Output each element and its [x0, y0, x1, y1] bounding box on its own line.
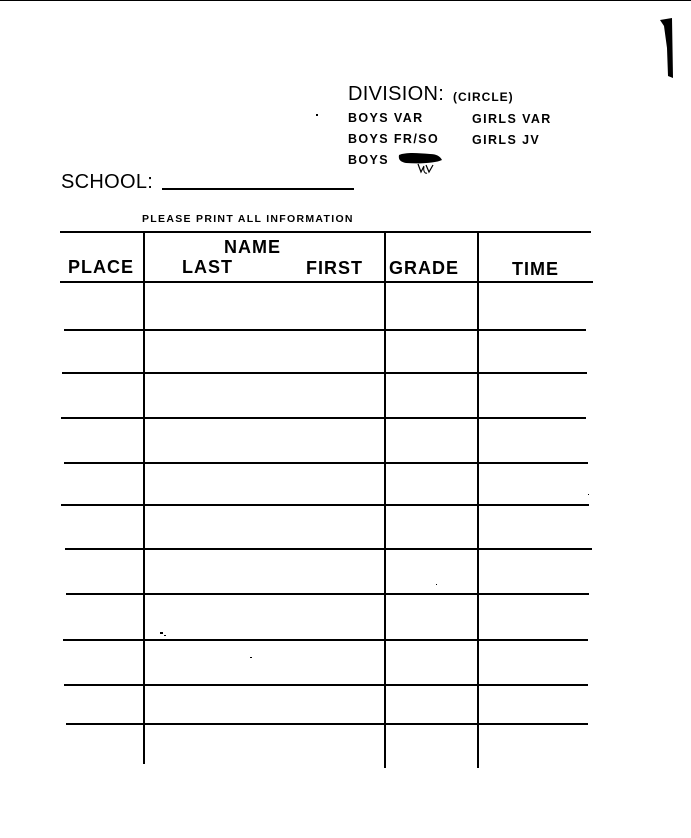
- school-name-line[interactable]: [162, 188, 354, 190]
- header-grade: GRADE: [389, 258, 460, 278]
- entry-row[interactable]: [60, 550, 590, 592]
- table-top-line: [60, 231, 591, 233]
- division-instruction: (CIRCLE): [453, 90, 514, 104]
- entry-row[interactable]: [60, 331, 590, 371]
- option-boys-other[interactable]: BOYS: [348, 153, 390, 167]
- entry-row[interactable]: [60, 283, 590, 328]
- entry-row[interactable]: [60, 506, 590, 547]
- entry-row[interactable]: [60, 725, 590, 763]
- header-place: PLACE: [68, 257, 135, 277]
- entry-row[interactable]: [60, 374, 590, 416]
- option-girls-var[interactable]: GIRLS VAR: [472, 112, 552, 126]
- header-time: TIME: [512, 259, 559, 279]
- handwritten-scribble: [396, 151, 444, 177]
- school-label: SCHOOL:: [61, 171, 154, 193]
- option-girls-jv[interactable]: GIRLS JV: [472, 133, 541, 147]
- scan-edge-mark: [658, 18, 674, 80]
- option-boys-frso[interactable]: BOYS FR/SO: [348, 132, 440, 146]
- header-name: NAME: [224, 237, 281, 257]
- header-last: LAST: [182, 257, 233, 277]
- header-first: FIRST: [306, 258, 363, 278]
- entry-row[interactable]: [60, 641, 590, 683]
- entry-row[interactable]: [60, 686, 590, 722]
- scan-speck: [316, 114, 318, 116]
- entry-row[interactable]: [60, 419, 590, 461]
- option-boys-var[interactable]: BOYS VAR: [348, 111, 424, 125]
- entry-row[interactable]: [60, 595, 590, 638]
- top-border: [0, 0, 691, 1]
- entry-row[interactable]: [60, 464, 590, 503]
- division-label: DIVISION:: [348, 83, 445, 105]
- print-instruction: PLEASE PRINT ALL INFORMATION: [142, 213, 354, 225]
